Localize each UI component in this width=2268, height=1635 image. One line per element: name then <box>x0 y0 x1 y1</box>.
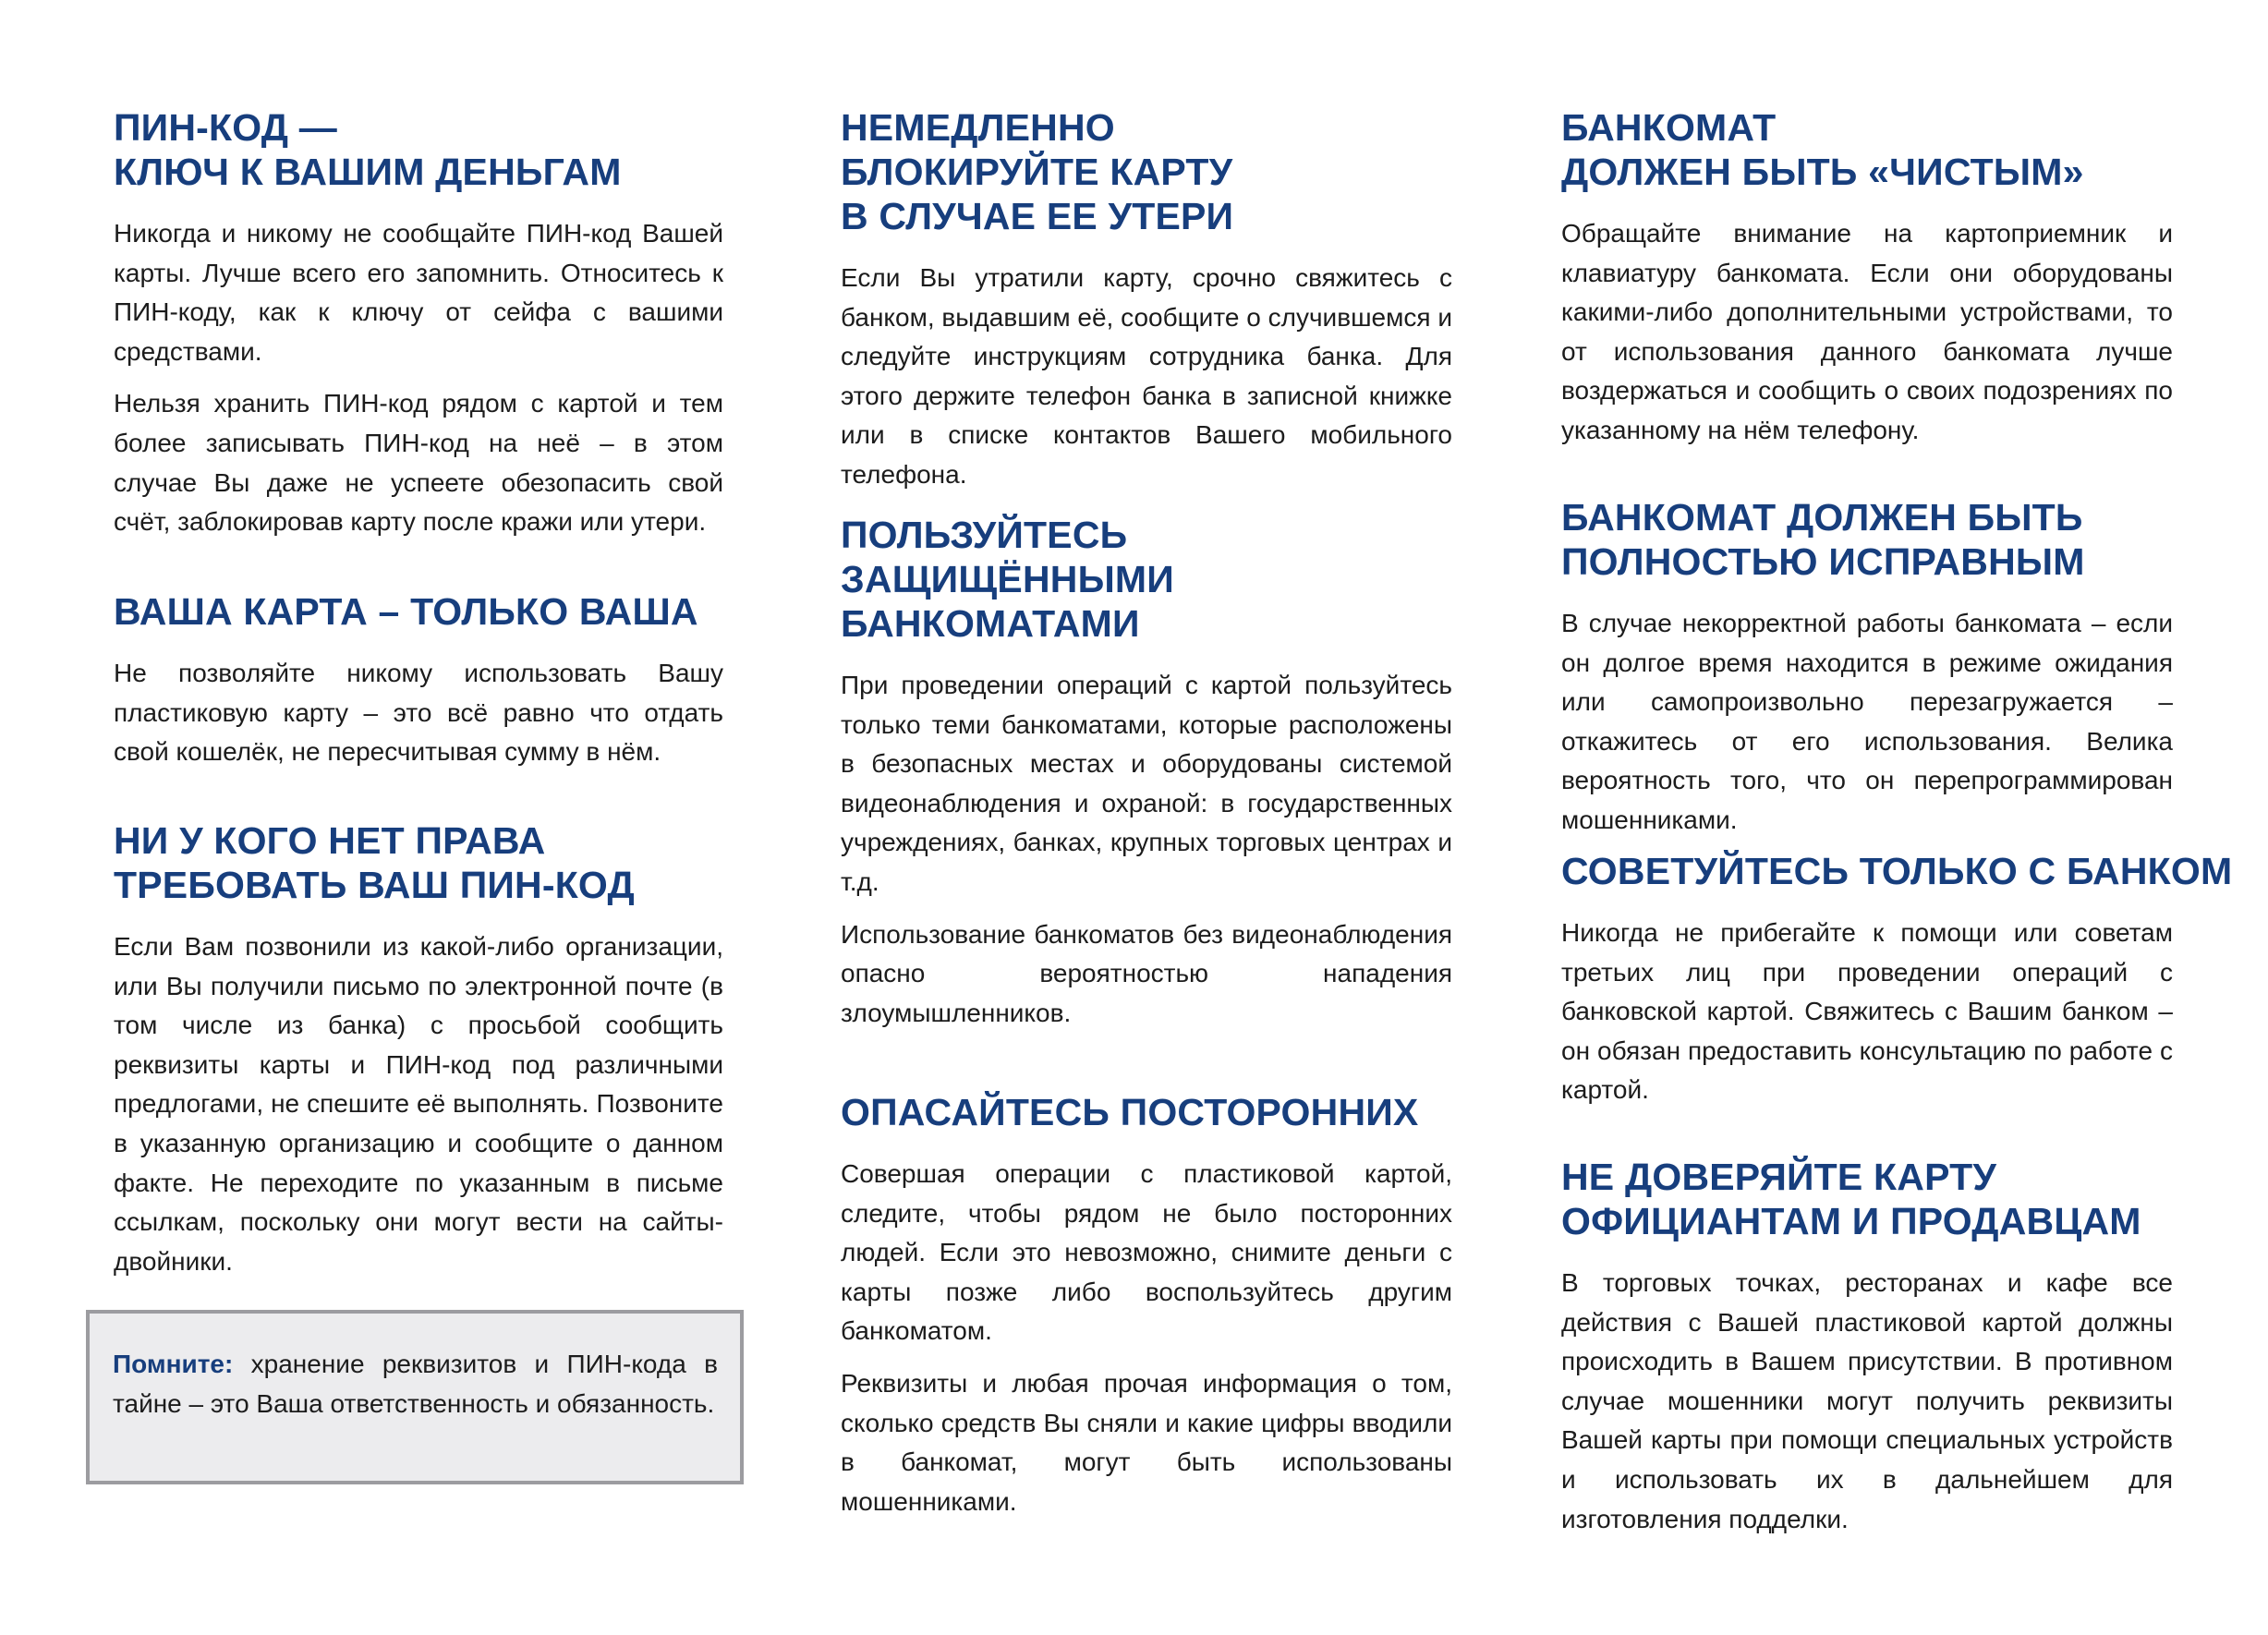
section-paragraph: При проведении операций с картой пользуйтесь только теми банкоматами, которые расположены в безопасных местах и оборудованы системой видеонаблюдения и охраной: в государственных учреждениях, банках, крупных торговых центрах и т.д. <box>841 671 1452 896</box>
section-title-line: НЕМЕДЛЕННО <box>841 106 1115 149</box>
section-paragraph: Обращайте внимание на картоприемник и клавиатуру банкомата. Если они оборудованы какими-либо дополнительными устройствами, то от использования данного банкомата лучше воздержаться и сообщить о своих подозрениях по указанному на нём телефону. <box>1561 219 2173 444</box>
section-title-line: СОВЕТУЙТЕСЬ ТОЛЬКО С БАНКОМ <box>1561 850 2233 892</box>
section-title <box>1561 495 2173 584</box>
section-title-line: ОПАСАЙТЕСЬ ПОСТОРОННИХ <box>841 1091 1419 1133</box>
section-title-line: БАНКОМАТАМИ <box>841 602 1140 645</box>
section-title <box>841 1090 1452 1134</box>
section-atm-clean <box>1561 105 2173 451</box>
section-atm-working <box>1561 495 2173 841</box>
section-title-line: НИ У КОГО НЕТ ПРАВА <box>114 819 546 862</box>
section-paragraph: В случае некорректной работы банкомата – если он долгое время находится в режиме ожидания или самопроизвольно перезагружается – откажитесь от его использования. Велика вероятность того, что он перепрограммирован мошенниками. <box>1561 609 2173 834</box>
reminder-text <box>113 1345 718 1423</box>
section-beware-strangers <box>841 1090 1452 1521</box>
section-title-line: НЕ ДОВЕРЯЙТЕ КАРТУ <box>1561 1156 1997 1198</box>
section-paragraph: В торговых точках, ресторанах и кафе все действия с Вашей пластиковой картой должны происходить в Вашем присутствии. В противном случае мошенники могут получить реквизиты Вашей карты при помощи специальных устройств и использовать их в дальнейшем для изготовления подделки. <box>1561 1268 2173 1533</box>
section-title-line: БАНКОМАТ <box>1561 106 1777 149</box>
section-title <box>114 589 723 634</box>
section-paragraph: Никогда и никому не сообщайте ПИН-код Вашей карты. Лучше всего его запомнить. Относитесь к ПИН-коду, как к ключу от сейфа с вашими средствами. <box>114 219 723 366</box>
section-protected-atms <box>841 513 1452 1033</box>
section-title <box>841 105 1452 238</box>
section-title <box>841 513 1452 646</box>
section-title <box>1561 849 2233 893</box>
section-title-line: ВАША КАРТА – ТОЛЬКО ВАША <box>114 590 698 633</box>
section-dont-trust-card <box>1561 1155 2173 1539</box>
section-title-line: ДОЛЖЕН БЫТЬ «ЧИСТЫМ» <box>1561 151 2084 193</box>
section-title-line: ТРЕБОВАТЬ ВАШ ПИН-КОД <box>114 864 635 906</box>
section-title-line: ПОЛЬЗУЙТЕСЬ <box>841 514 1128 556</box>
section-paragraph: Никогда не прибегайте к помощи или советам третьих лиц при проведении операций с банковской картой. Свяжитесь с Вашим банком – он обязан предоставить консультацию по работе с картой. <box>1561 918 2173 1105</box>
section-paragraph: Не позволяйте никому использовать Вашу пластиковую карту – это всё равно что отдать свой кошелёк, не пересчитывая сумму в нём. <box>114 659 723 767</box>
section-paragraph: Если Вы утратили карту, срочно свяжитесь с банком, выдавшим её, сообщите о случившемся и следуйте инструкциям сотрудника банка. Для этого держите телефон банка в записной книжке или в списке контактов Вашего мобильного телефона. <box>841 263 1452 489</box>
section-paragraph: Реквизиты и любая прочая информация о том, сколько средств Вы сняли и какие цифры вводили в банкомат, могут быть использованы мошенниками. <box>841 1368 1452 1516</box>
reminder-notice <box>86 1310 744 1484</box>
reminder-label: Помните: <box>113 1350 234 1378</box>
section-paragraph: Если Вам позвонили из какой-либо организации, или Вы получили письмо по электронной почте (в том числе из банка) с просьбой сообщить реквизиты карты и ПИН-код под различными предлогами, не спешите её выполнять. Позвоните в указанную организацию и сообщите о данном факте. Не переходите по указанным в письме ссылкам, поскольку они могут вести на сайты-двойники. <box>114 932 723 1276</box>
section-title-line: ЗАЩИЩЁННЫМИ <box>841 558 1174 600</box>
section-title-line: ОФИЦИАНТАМ И ПРОДАВЦАМ <box>1561 1200 2141 1242</box>
section-paragraph: Совершая операции с пластиковой картой, следите, чтобы рядом не было посторонних людей. Если это невозможно, снимите деньги с карты позже либо воспользуйтесь другим банкоматом. <box>841 1159 1452 1346</box>
section-title-line: В СЛУЧАЕ ЕЕ УТЕРИ <box>841 195 1234 237</box>
section-title-line: БЛОКИРУЙТЕ КАРТУ <box>841 151 1233 193</box>
section-title <box>1561 1155 2173 1243</box>
section-title <box>114 818 723 907</box>
section-title <box>114 105 723 194</box>
section-consult-bank <box>1561 849 2233 1110</box>
section-title-line: КЛЮЧ К ВАШИМ ДЕНЬГАМ <box>114 151 622 193</box>
section-title <box>1561 105 2173 194</box>
section-paragraph: Использование банкоматов без видеонаблюдения опасно вероятностью нападения злоумышленников. <box>841 919 1452 1027</box>
section-title-line: БАНКОМАТ ДОЛЖЕН БЫТЬ <box>1561 496 2083 539</box>
section-no-one-has-right <box>114 818 723 1281</box>
section-block-card <box>841 105 1452 495</box>
section-paragraph: Нельзя хранить ПИН-код рядом с картой и тем более записывать ПИН-код на неё – в этом случае Вы даже не успеете обезопасить свой счёт, заблокировав карту после кражи или утери. <box>114 389 723 537</box>
section-title-line: ПИН-КОД — <box>114 106 337 149</box>
section-title-line: ПОЛНОСТЬЮ ИСПРАВНЫМ <box>1561 540 2085 583</box>
section-your-card <box>114 589 723 772</box>
section-pin-key <box>114 105 723 542</box>
reminder-body: хранение реквизитов и ПИН-кода в тайне – это Ваша ответственность и обязанность. <box>113 1350 718 1418</box>
